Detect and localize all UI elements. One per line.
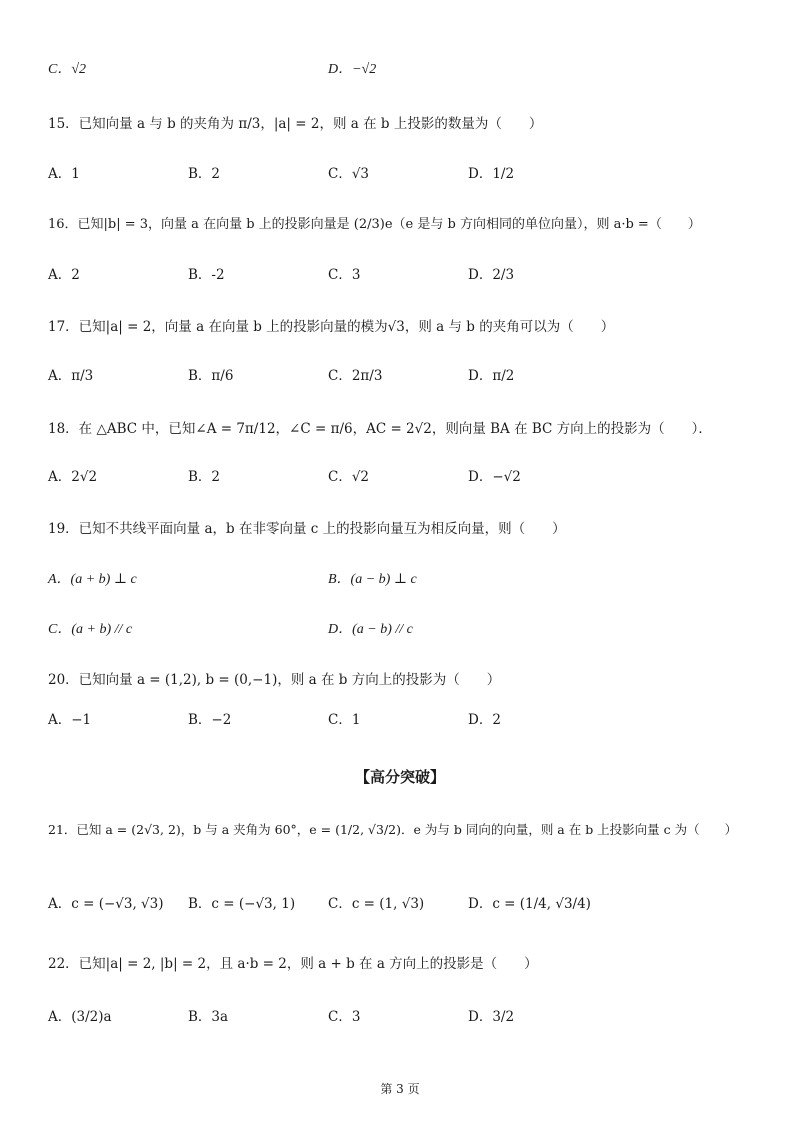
question-16-option-b: B．-2 [188,267,225,283]
question-17-option-d: D．π/2 [468,368,515,384]
question-17-option-a: A．π/3 [48,368,94,384]
question-15-option-c: C．√3 [328,166,370,182]
question-15-option-d: D．1/2 [468,166,515,182]
option-c-top: C．√2 [48,62,87,77]
question-21-option-c: C．c = (1, √3) [328,896,425,912]
question-18-option-a: A．2√2 [48,469,98,485]
question-20-stem: 20．已知向量 a = (1,2), b = (0,−1)，则 a 在 b 方向上的投影为（ ） [48,672,501,688]
question-22-stem: 22．已知|a| = 2, |b| = 2，且 a·b = 2，则 a + b 在 a 方向上的投影是（ ） [48,956,538,972]
question-16-option-a: A．2 [48,267,80,283]
question-19-option-b: B．(a − b) ⊥ c [328,572,417,587]
question-18-option-c: C．√2 [328,469,370,485]
question-16-option-d: D．2/3 [468,267,515,283]
question-22-option-d: D．3/2 [468,1009,515,1025]
question-18-option-b: B．2 [188,469,221,485]
question-21-option-d: D．c = (1/4, √3/4) [468,896,591,912]
question-16-option-c: C．3 [328,267,361,283]
question-17-option-b: B．π/6 [188,368,234,384]
option-d-top: D．−√2 [328,62,377,77]
question-18-stem: 18．在 △ABC 中，已知∠A = 7π/12，∠C = π/6，AC = 2√2，则向量 BA 在 BC 方向上的投影为（ ）． [48,421,712,437]
question-15-stem: 15．已知向量 a 与 b 的夹角为 π/3，|a| = 2，则 a 在 b 上投影的数量为（ ） [48,116,543,132]
question-17-stem: 17．已知|a| = 2，向量 a 在向量 b 上的投影向量的模为√3，则 a 与 b 的夹角可以为（ ） [48,319,615,335]
question-18-option-d: D．−√2 [468,469,521,485]
question-19-option-a: A．(a + b) ⊥ c [48,572,137,587]
question-22-option-c: C．3 [328,1009,361,1025]
question-16-stem: 16．已知|b| = 3，向量 a 在向量 b 上的投影向量是 (2/3)e（e 是与 b 方向相同的单位向量），则 a·b =（ ） [48,217,701,232]
question-20-option-c: C．1 [328,712,361,728]
question-20-option-b: B．−2 [188,712,232,728]
question-19-option-c: C．(a + b) // c [48,622,133,637]
page-number: 第 3 页 [380,1082,420,1096]
question-15-option-b: B．2 [188,166,221,182]
question-20-option-d: D．2 [468,712,501,728]
question-22-option-b: B．3a [188,1009,229,1025]
question-15-option-a: A．1 [48,166,80,182]
section-heading: 【高分突破】 [354,768,445,786]
question-21-option-a: A．c = (−√3, √3) [48,896,164,912]
question-21-option-b: B．c = (−√3, 1) [188,896,296,912]
question-21-stem: 21．已知 a = (2√3, 2)，b 与 a 夹角为 60°，e = (1/2, √3/2)．e 为与 b 同向的向量，则 a 在 b 上投影向量 c 为（ ） [48,822,738,837]
question-22-option-a: A．(3/2)a [48,1009,112,1025]
question-19-option-d: D．(a − b) // c [328,622,413,637]
question-20-option-a: A．−1 [48,712,92,728]
question-17-option-c: C．2π/3 [328,368,383,384]
question-19-stem: 19．已知不共线平面向量 a，b 在非零向量 c 上的投影向量互为相反向量，则（ ） [48,521,566,537]
